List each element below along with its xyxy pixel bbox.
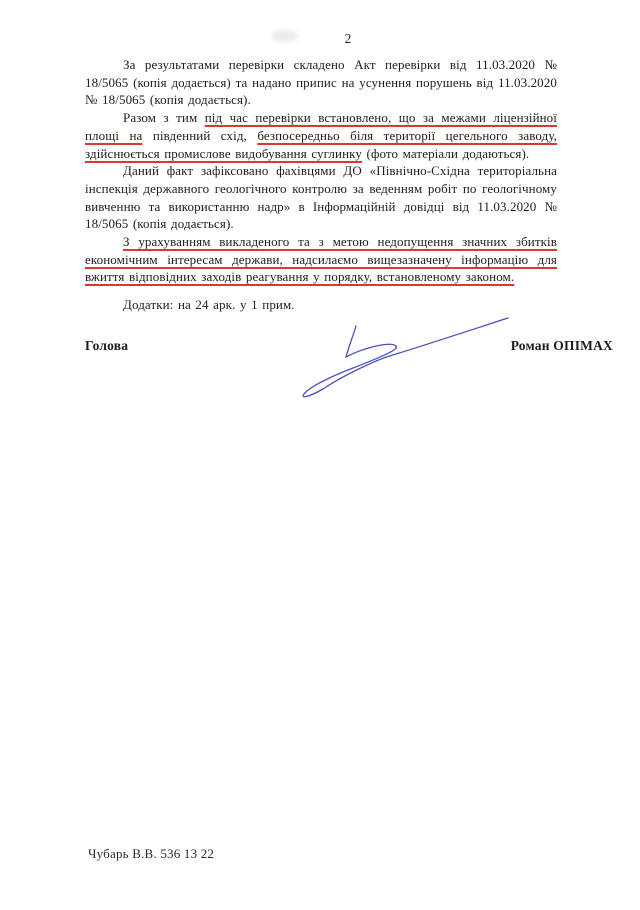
- signer-name: Роман ОПІМАХ: [510, 338, 613, 353]
- executor-contact: Чубарь В.В. 536 13 22: [88, 846, 215, 861]
- paragraph-fact-recorded: [85, 162, 557, 233]
- attachments-line: Додатки: на 24 арк. у 1 прим.: [123, 297, 295, 313]
- paragraph-inspection-act: [85, 56, 557, 109]
- underlined-text: З урахуванням викладеного та з метою недопущення значних збитків економічним інтересам держави, надсилаємо вищезазначену інформацію для вжиття відповідних заходів реагування у порядку, встановленому законом.: [85, 234, 557, 285]
- document-body: [85, 56, 557, 314]
- paragraph-text: (фото матеріали додаються).: [361, 145, 530, 161]
- page-number: 2: [344, 31, 352, 46]
- paragraph-text: Разом з тим: [123, 110, 205, 126]
- paragraph-text: За результатами перевірки складено Акт перевірки від 11.03.2020 № 18/5065 (копія додається) та надано припис на усунення порушень від 11.03.2020 № 18/5065 (копія додається).: [85, 57, 557, 108]
- underlined-text: безпосередньо біля території цегельного заводу, здійснюється промислове видобування суглинку: [85, 127, 557, 161]
- paragraph-text: південний схід,: [142, 127, 258, 143]
- underlined-text: під час перевірки встановлено, що за межами ліцензійної площі на: [85, 110, 557, 143]
- paragraph-text: Даний факт зафіксовано фахівцями ДО «Північно-Східна територіальна інспекція державного геологічного контролю за веденням робіт по геологічному вивченню та використанню надр» в Інформаційній довідці від 11.03.2020 № 18/5065 (копія додається).: [85, 163, 557, 232]
- handwritten-signature-icon: [295, 312, 513, 400]
- paragraph-violation-found: [85, 109, 557, 162]
- signer-title: Голова: [85, 338, 129, 353]
- paragraph-conclusion: [85, 233, 557, 286]
